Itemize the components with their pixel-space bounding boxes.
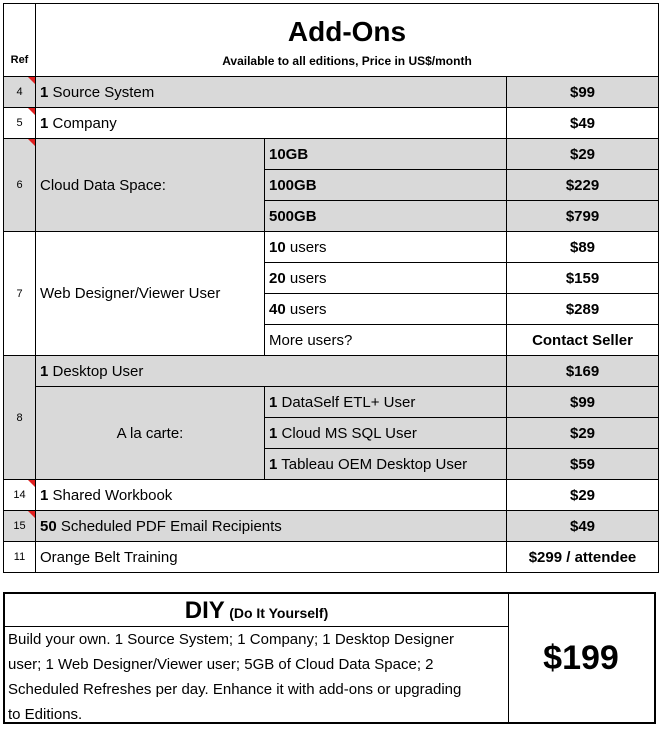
ref-cell	[4, 232, 36, 356]
diy-subtitle: (Do It Yourself)	[229, 605, 329, 621]
item-qty: 1	[40, 486, 49, 504]
table-row	[4, 232, 659, 263]
option-cell	[265, 449, 507, 480]
option-qty: 10	[269, 238, 286, 256]
alacarte-label: A la carte:	[36, 387, 265, 480]
diy-heading	[5, 594, 508, 627]
table-row	[4, 356, 659, 387]
option-label: DataSelf ETL+ User	[277, 393, 416, 411]
diy-line: to Editions.	[8, 706, 83, 723]
price-cell: $49	[507, 108, 659, 139]
ref-cell[interactable]	[4, 480, 36, 511]
item-label: Source System	[48, 83, 155, 101]
page-subtitle: Available to all editions, Price in US$/month	[222, 54, 472, 68]
option-cell: More users?	[265, 325, 507, 356]
option-cell: 500GB	[265, 201, 507, 232]
option-label: Cloud MS SQL User	[277, 424, 417, 442]
comment-marker-icon	[28, 480, 35, 487]
diy-description-panel	[5, 594, 509, 722]
item-qty: 1	[40, 362, 49, 380]
price-cell: Contact Seller	[507, 325, 659, 356]
ref-cell[interactable]	[4, 139, 36, 232]
item-cell: Cloud Data Space:	[36, 139, 265, 232]
option-qty: 1	[269, 393, 278, 411]
ref-cell[interactable]	[4, 77, 36, 108]
option-label: users	[285, 300, 327, 318]
ref-number: 7	[16, 287, 23, 300]
table-row	[4, 108, 659, 139]
price-cell: $299 / attendee	[507, 542, 659, 573]
ref-number: 15	[13, 520, 26, 532]
item-label: Scheduled PDF Email Recipients	[56, 517, 282, 535]
item-cell: Web Designer/Viewer User	[36, 232, 265, 356]
price-cell: $289	[507, 294, 659, 325]
option-qty: 1	[269, 455, 278, 473]
table-row	[4, 542, 659, 573]
table-row	[4, 139, 659, 170]
comment-marker-icon	[28, 108, 35, 115]
item-label: Company	[48, 114, 117, 132]
item-cell	[36, 480, 507, 511]
ref-cell[interactable]	[4, 108, 36, 139]
diy-price: $199	[543, 638, 619, 677]
comment-marker-icon	[28, 139, 35, 146]
option-cell	[265, 418, 507, 449]
item-qty: 1	[40, 83, 49, 101]
ref-number: 4	[16, 86, 23, 98]
price-cell: $99	[507, 77, 659, 108]
table-header-row	[4, 4, 659, 77]
price-cell: $229	[507, 170, 659, 201]
diy-line: Scheduled Refreshes per day. Enhance it with add-ons or upgrading	[8, 681, 462, 698]
option-qty: 20	[269, 269, 286, 287]
table-row	[4, 480, 659, 511]
option-label: users	[285, 269, 327, 287]
ref-number: 14	[13, 489, 26, 501]
price-cell: $59	[507, 449, 659, 480]
option-qty: 40	[269, 300, 286, 318]
ref-number: 8	[16, 411, 23, 424]
price-cell: $29	[507, 418, 659, 449]
ref-number: 11	[13, 551, 26, 563]
option-cell: 100GB	[265, 170, 507, 201]
table-row	[4, 387, 659, 418]
option-label: Tableau OEM Desktop User	[277, 455, 468, 473]
price-cell: $159	[507, 263, 659, 294]
item-cell	[36, 77, 507, 108]
option-cell	[265, 294, 507, 325]
comment-marker-icon	[28, 77, 35, 84]
option-label: users	[285, 238, 327, 256]
diy-line: Build your own. 1 Source System; 1 Company; 1 Desktop Designer	[8, 631, 455, 648]
price-cell: $89	[507, 232, 659, 263]
item-cell	[36, 511, 507, 542]
ref-header: Ref	[4, 4, 36, 77]
comment-marker-icon	[28, 511, 35, 518]
item-qty: 50	[40, 517, 57, 535]
option-cell	[265, 232, 507, 263]
option-cell	[265, 387, 507, 418]
title-cell	[36, 4, 659, 77]
ref-cell	[4, 356, 36, 480]
price-cell: $29	[507, 480, 659, 511]
diy-description	[5, 627, 508, 727]
price-cell: $799	[507, 201, 659, 232]
item-label: Desktop User	[48, 362, 144, 380]
item-label: Shared Workbook	[48, 486, 173, 504]
price-cell: $29	[507, 139, 659, 170]
item-cell: Orange Belt Training	[36, 542, 507, 573]
item-cell	[36, 108, 507, 139]
table-row	[4, 77, 659, 108]
ref-cell	[4, 542, 36, 573]
option-cell: 10GB	[265, 139, 507, 170]
item-qty: 1	[40, 114, 49, 132]
option-qty: 1	[269, 424, 278, 442]
addons-table	[3, 3, 659, 573]
price-cell: $99	[507, 387, 659, 418]
diy-title: DIY	[184, 597, 225, 624]
ref-number: 6	[16, 179, 23, 191]
diy-box	[3, 592, 656, 724]
price-cell: $169	[507, 356, 659, 387]
ref-cell[interactable]	[4, 511, 36, 542]
page-title: Add-Ons	[287, 16, 407, 47]
item-cell	[36, 356, 507, 387]
ref-number: 5	[16, 117, 23, 129]
option-cell	[265, 263, 507, 294]
diy-line: user; 1 Web Designer/Viewer user; 5GB of Cloud Data Space; 2	[8, 656, 434, 673]
price-cell: $49	[507, 511, 659, 542]
table-row	[4, 511, 659, 542]
